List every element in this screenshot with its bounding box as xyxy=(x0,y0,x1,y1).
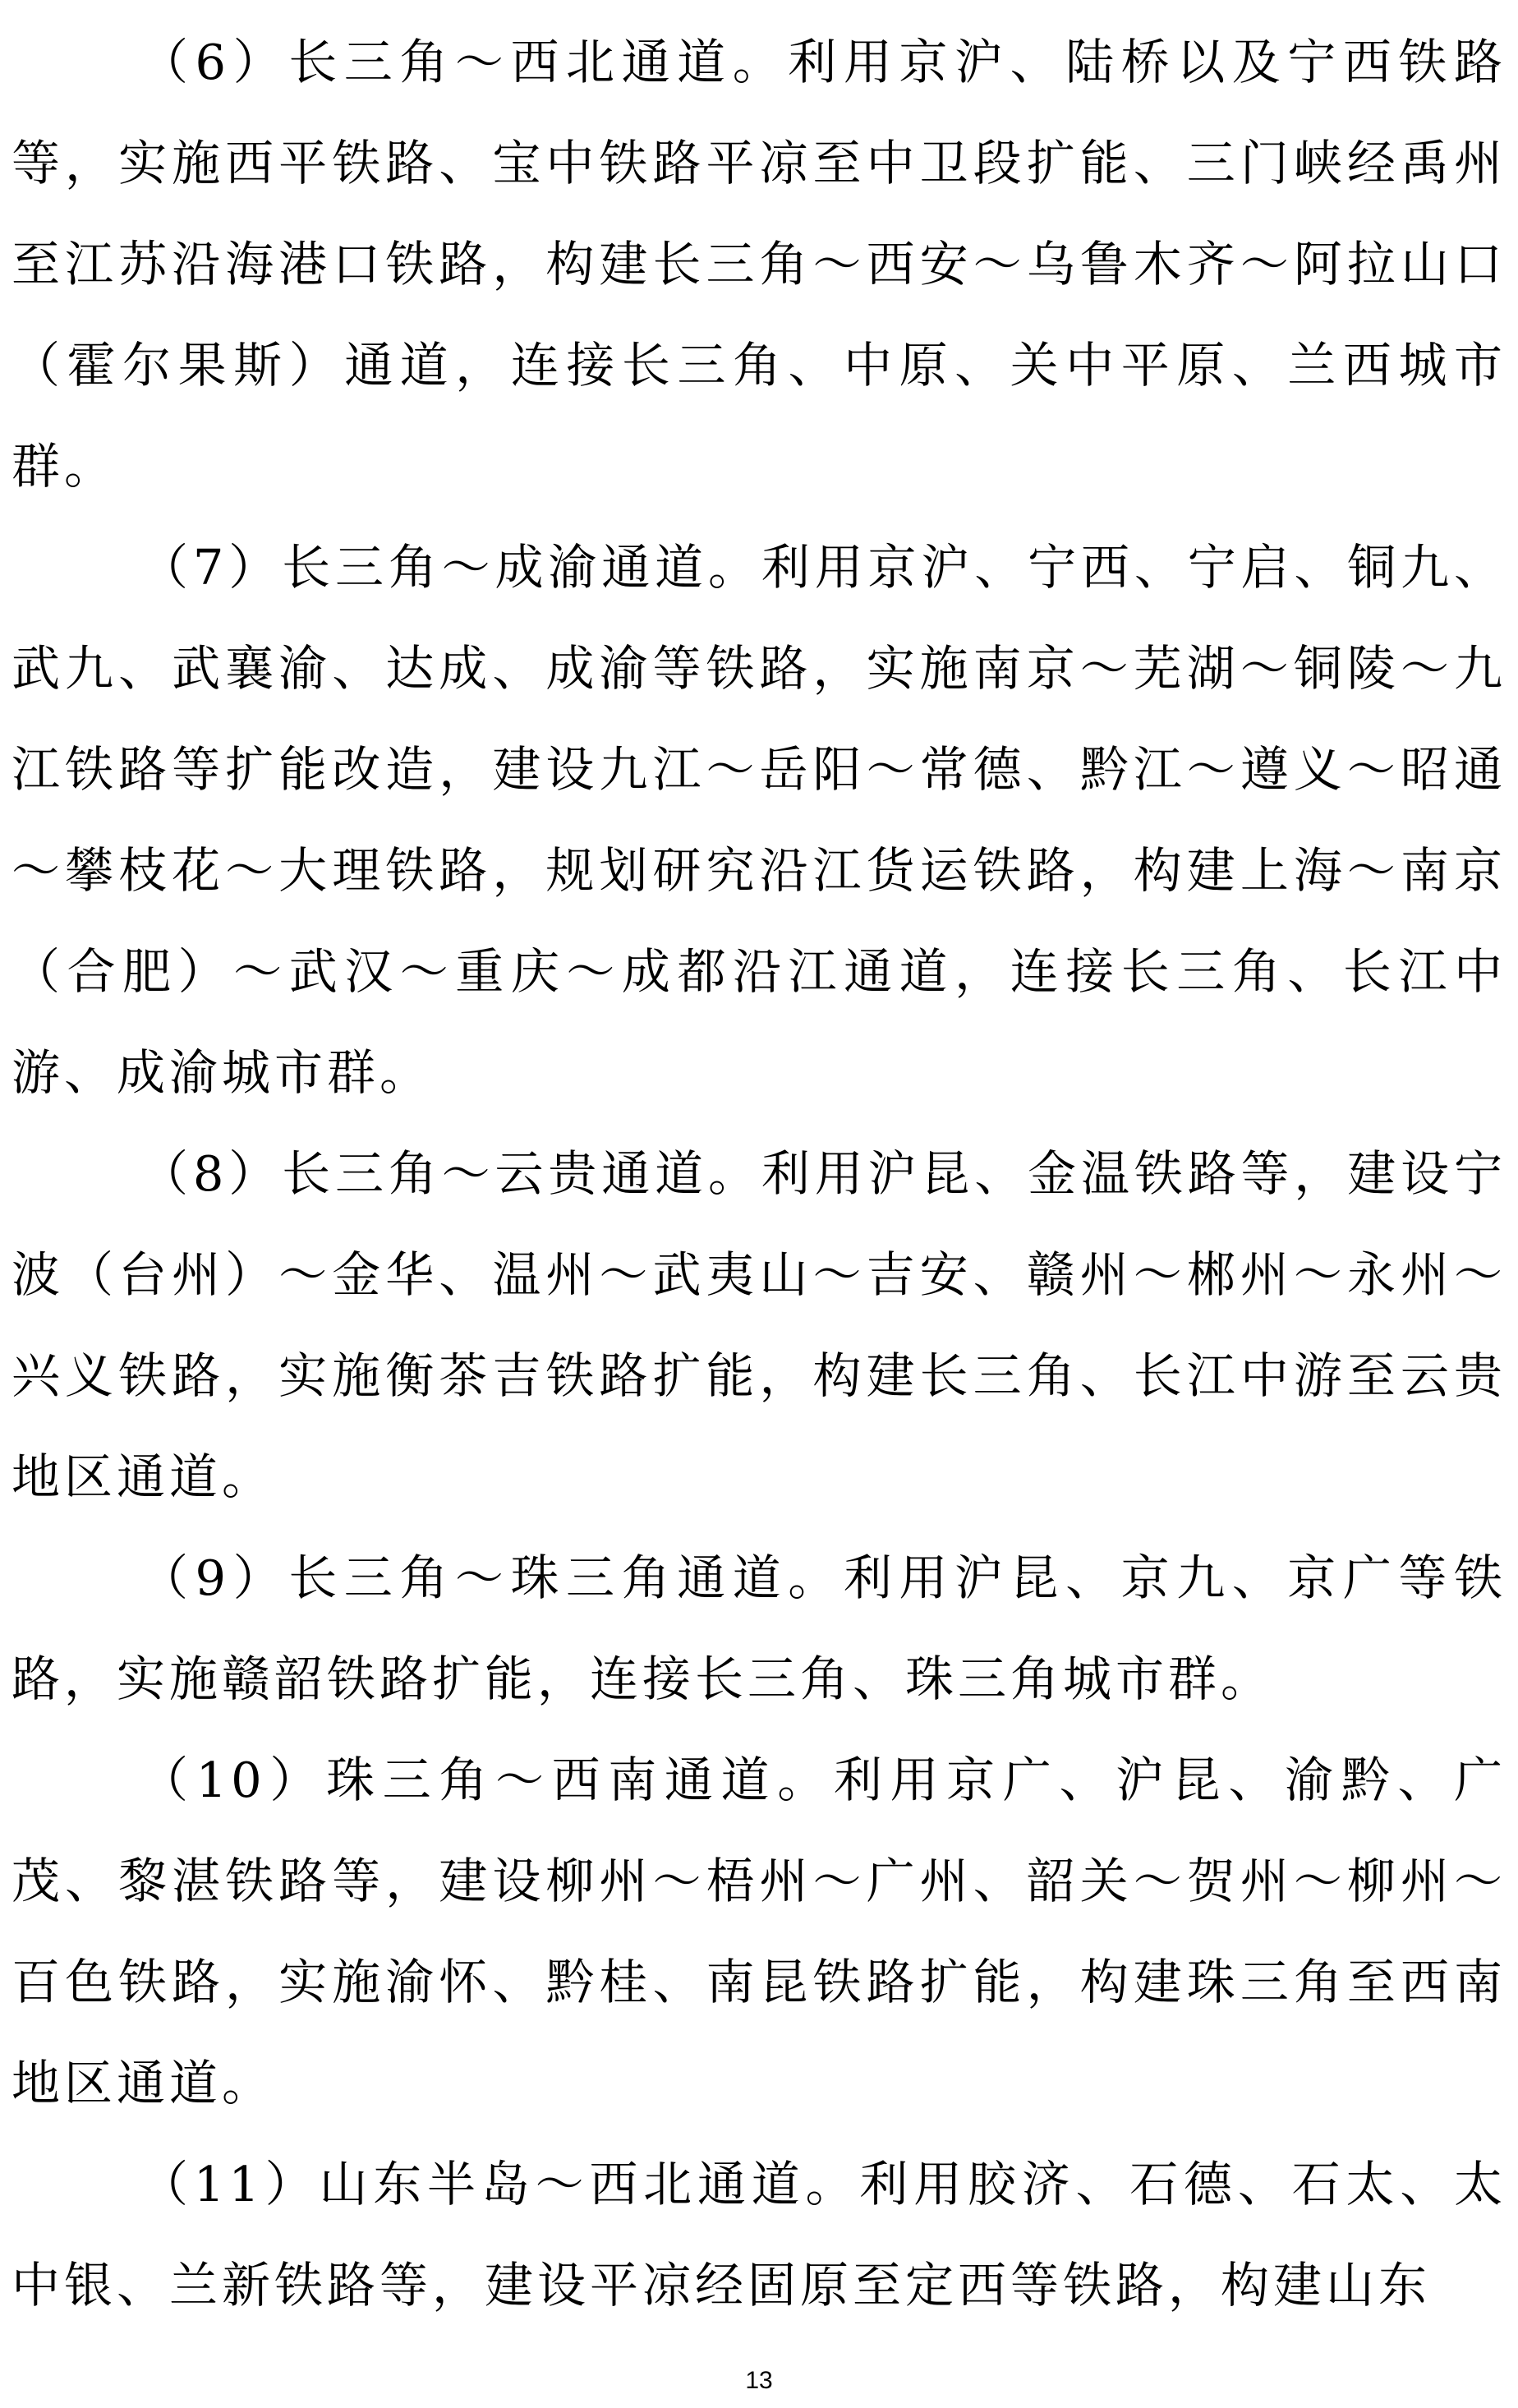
paragraph-10: （10）珠三角～西南通道。利用京广、沪昆、渝黔、广茂、黎湛铁路等，建设柳州～梧州～广州、韶关～贺州～柳州～百色铁路，实施渝怀、黔桂、南昆铁路扩能，构建珠三角至西南地区通道。 xyxy=(12,1752,1506,2111)
paragraph-7: （7）长三角～成渝通道。利用京沪、宁西、宁启、铜九、武九、武襄渝、达成、成渝等铁路，实施南京～芜湖～铜陵～九江铁路等扩能改造，建设九江～岳阳～常德、黔江～遵义～昭通～攀枝花～大理铁路，规划研究沿江货运铁路，构建上海～南京（合肥）～武汉～重庆～成都沿江通道，连接长三角、长江中游、成渝城市群。 xyxy=(12,539,1506,1101)
paragraph-6: （6）长三角～西北通道。利用京沪、陆桥以及宁西铁路等，实施西平铁路、宝中铁路平凉至中卫段扩能、三门峡经禹州至江苏沿海港口铁路，构建长三角～西安～乌鲁木齐～阿拉山口（霍尔果斯）通道，连接长三角、中原、关中平原、兰西城市群。 xyxy=(12,34,1506,495)
paragraph-11: （11）山东半岛～西北通道。利用胶济、石德、石太、太中银、兰新铁路等，建设平凉经固原至定西等铁路，构建山东 xyxy=(12,2156,1506,2314)
paragraph-8: （8）长三角～云贵通道。利用沪昆、金温铁路等，建设宁波（台州）～金华、温州～武夷山～吉安、赣州～郴州～永州～兴义铁路，实施衡茶吉铁路扩能，构建长三角、长江中游至云贵地区通道。 xyxy=(12,1145,1506,1505)
paragraph-9: （9）长三角～珠三角通道。利用沪昆、京九、京广等铁路，实施赣韶铁路扩能，连接长三角、珠三角城市群。 xyxy=(12,1549,1506,1707)
page-number: 13 xyxy=(745,2367,773,2394)
body-text xyxy=(12,12,1506,2336)
